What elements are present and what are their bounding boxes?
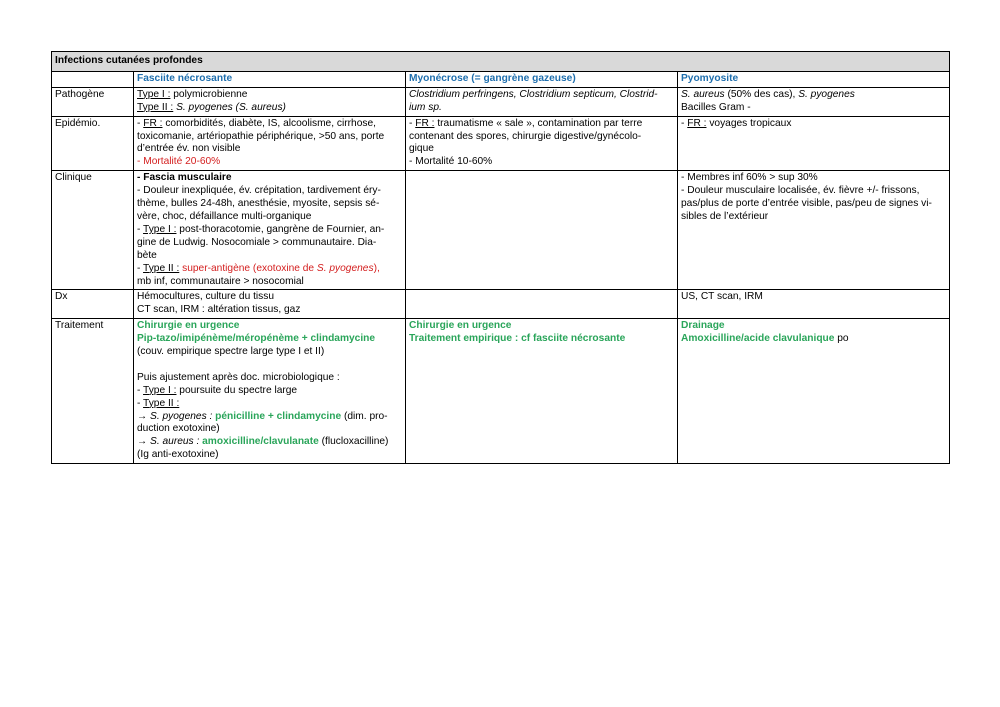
spacer xyxy=(137,359,402,372)
text: Drainage xyxy=(681,320,725,332)
text: - Fascia musculaire xyxy=(137,172,232,184)
text: pas/plus de porte d’entrée visible, pas/peu de signes vi- xyxy=(681,198,932,210)
infections-table xyxy=(51,51,950,464)
dash: - xyxy=(137,117,144,129)
cell-clinique-myonecrose xyxy=(406,171,678,290)
cell-epidemio-pyomyosite xyxy=(678,116,950,171)
dash: - xyxy=(137,384,144,396)
fr-label: FR : xyxy=(143,117,163,129)
text: voyages tropicaux xyxy=(706,117,792,129)
text: ), xyxy=(373,262,380,274)
text: Chirurgie en urgence xyxy=(137,320,240,332)
cell-clinique-pyomyosite xyxy=(678,171,950,290)
text: post-thoracotomie, gangrène de Fournier, an- xyxy=(176,223,385,235)
text: toxicomanie, artériopathie périphérique, >50 ans, porte xyxy=(137,130,385,142)
text: - Douleur inexpliquée, év. crépitation, tardivement éry- xyxy=(137,185,381,197)
dash: - xyxy=(681,117,688,129)
cell-traitement-pyomyosite xyxy=(678,319,950,464)
text: S. pyogenes : xyxy=(150,410,216,422)
text: pénicilline + clindamycine xyxy=(215,410,342,422)
mortality-text: - Mortalité 10-60% xyxy=(409,156,493,168)
cell-pathogene-pyomyosite xyxy=(678,87,950,116)
text: po xyxy=(834,333,849,345)
text: (Ig anti-exotoxine) xyxy=(137,449,219,461)
text: (couv. empirique spectre large type I et II) xyxy=(137,346,325,358)
text: Amoxicilline/acide clavulanique xyxy=(681,333,835,345)
text: - Douleur musculaire localisée, év. fièvre +/- frissons, xyxy=(681,185,920,197)
text: Pip-tazo/imipénème/méropénème + clindamycine xyxy=(137,333,376,345)
header-myonecrose: Myonécrose (= gangrène gazeuse) xyxy=(406,71,678,87)
text: comorbidités, diabète, IS, alcoolisme, cirrhose, xyxy=(162,117,376,129)
row-epidemio xyxy=(52,116,950,171)
arrow-icon: → xyxy=(137,436,151,448)
type-i-label: Type I : xyxy=(143,223,177,235)
type-ii-label: Type II : xyxy=(137,101,174,113)
header-fasciite: Fasciite nécrosante xyxy=(134,71,406,87)
cell-pathogene-myonecrose xyxy=(406,87,678,116)
text: (flucloxacilline) xyxy=(318,436,389,448)
cell-epidemio-fasciite xyxy=(134,116,406,171)
cell-dx-myonecrose xyxy=(406,290,678,319)
text: contenant des spores, chirurgie digestive/gynécolo- xyxy=(409,130,642,142)
cell-pathogene-fasciite xyxy=(134,87,406,116)
text: polymicrobienne xyxy=(170,88,248,100)
header-empty-cell xyxy=(52,71,134,87)
dash: - xyxy=(137,223,144,235)
text: Hémocultures, culture du tissu xyxy=(137,291,275,303)
text: sibles de l’extérieur xyxy=(681,210,769,222)
text: S. pyogenes (S. aureus) xyxy=(173,101,286,113)
cell-dx-fasciite xyxy=(134,290,406,319)
text: traumatisme « sale », contamination par terre xyxy=(434,117,643,129)
text: super-antigène (exotoxine de xyxy=(179,262,317,274)
row-label-epidemio: Epidémio. xyxy=(52,116,134,171)
table-title: Infections cutanées profondes xyxy=(52,52,950,72)
text: poursuite du spectre large xyxy=(176,384,298,396)
text: Puis ajustement après doc. microbiologique : xyxy=(137,371,340,383)
dash: - xyxy=(137,262,144,274)
text: CT scan, IRM : altération tissus, gaz xyxy=(137,304,301,316)
text: S. pyogenes xyxy=(798,88,855,100)
fr-label: FR : xyxy=(415,117,435,129)
mortality-text: - Mortalité 20-60% xyxy=(137,156,221,168)
type-ii-label: Type II : xyxy=(143,262,180,274)
text: vère, choc, défaillance multi-organique xyxy=(137,210,312,222)
cell-epidemio-myonecrose xyxy=(406,116,678,171)
row-pathogene xyxy=(52,87,950,116)
cell-dx-pyomyosite xyxy=(678,290,950,319)
type-i-label: Type I : xyxy=(143,384,177,396)
text: Traitement empirique : cf fasciite nécrosante xyxy=(409,333,626,345)
row-label-pathogene: Pathogène xyxy=(52,87,134,116)
text: d’entrée év. non visible xyxy=(137,143,241,155)
title-row xyxy=(52,52,950,72)
text: S. aureus : xyxy=(150,436,203,448)
type-i-label: Type I : xyxy=(137,88,171,100)
text: (dim. pro- xyxy=(341,410,388,422)
text: gique xyxy=(409,143,434,155)
fr-label: FR : xyxy=(687,117,707,129)
row-traitement xyxy=(52,319,950,464)
header-row xyxy=(52,71,950,87)
text: duction exotoxine) xyxy=(137,423,220,435)
text: (50% des cas), xyxy=(724,88,799,100)
text: Bacilles Gram - xyxy=(681,101,751,113)
arrow-icon: → xyxy=(137,410,151,422)
cell-traitement-myonecrose xyxy=(406,319,678,464)
text: bète xyxy=(137,249,157,261)
text: Chirurgie en urgence xyxy=(409,320,512,332)
row-label-traitement: Traitement xyxy=(52,319,134,464)
row-label-dx: Dx xyxy=(52,290,134,319)
text: S. pyogenes xyxy=(316,262,374,274)
text: amoxicilline/clavulanate xyxy=(202,436,319,448)
header-pyomyosite: Pyomyosite xyxy=(678,71,950,87)
dash: - xyxy=(409,117,416,129)
text: - Membres inf 60% > sup 30% xyxy=(681,172,818,184)
text: gine de Ludwig. Nosocomiale > communautaire. Dia- xyxy=(137,236,377,248)
row-clinique xyxy=(52,171,950,290)
type-ii-label: Type II : xyxy=(143,397,180,409)
cell-traitement-fasciite xyxy=(134,319,406,464)
cell-clinique-fasciite xyxy=(134,171,406,290)
row-dx xyxy=(52,290,950,319)
text: ium sp. xyxy=(409,101,442,113)
text: mb inf, communautaire > nosocomial xyxy=(137,275,304,287)
text: thème, bulles 24-48h, anesthésie, myosite, sepsis sé- xyxy=(137,198,380,210)
text: S. aureus xyxy=(681,88,725,100)
text: US, CT scan, IRM xyxy=(681,291,763,303)
row-label-clinique: Clinique xyxy=(52,171,134,290)
text: Clostridium perfringens, Clostridium septicum, Clostrid- xyxy=(409,88,658,100)
dash: - xyxy=(137,397,144,409)
